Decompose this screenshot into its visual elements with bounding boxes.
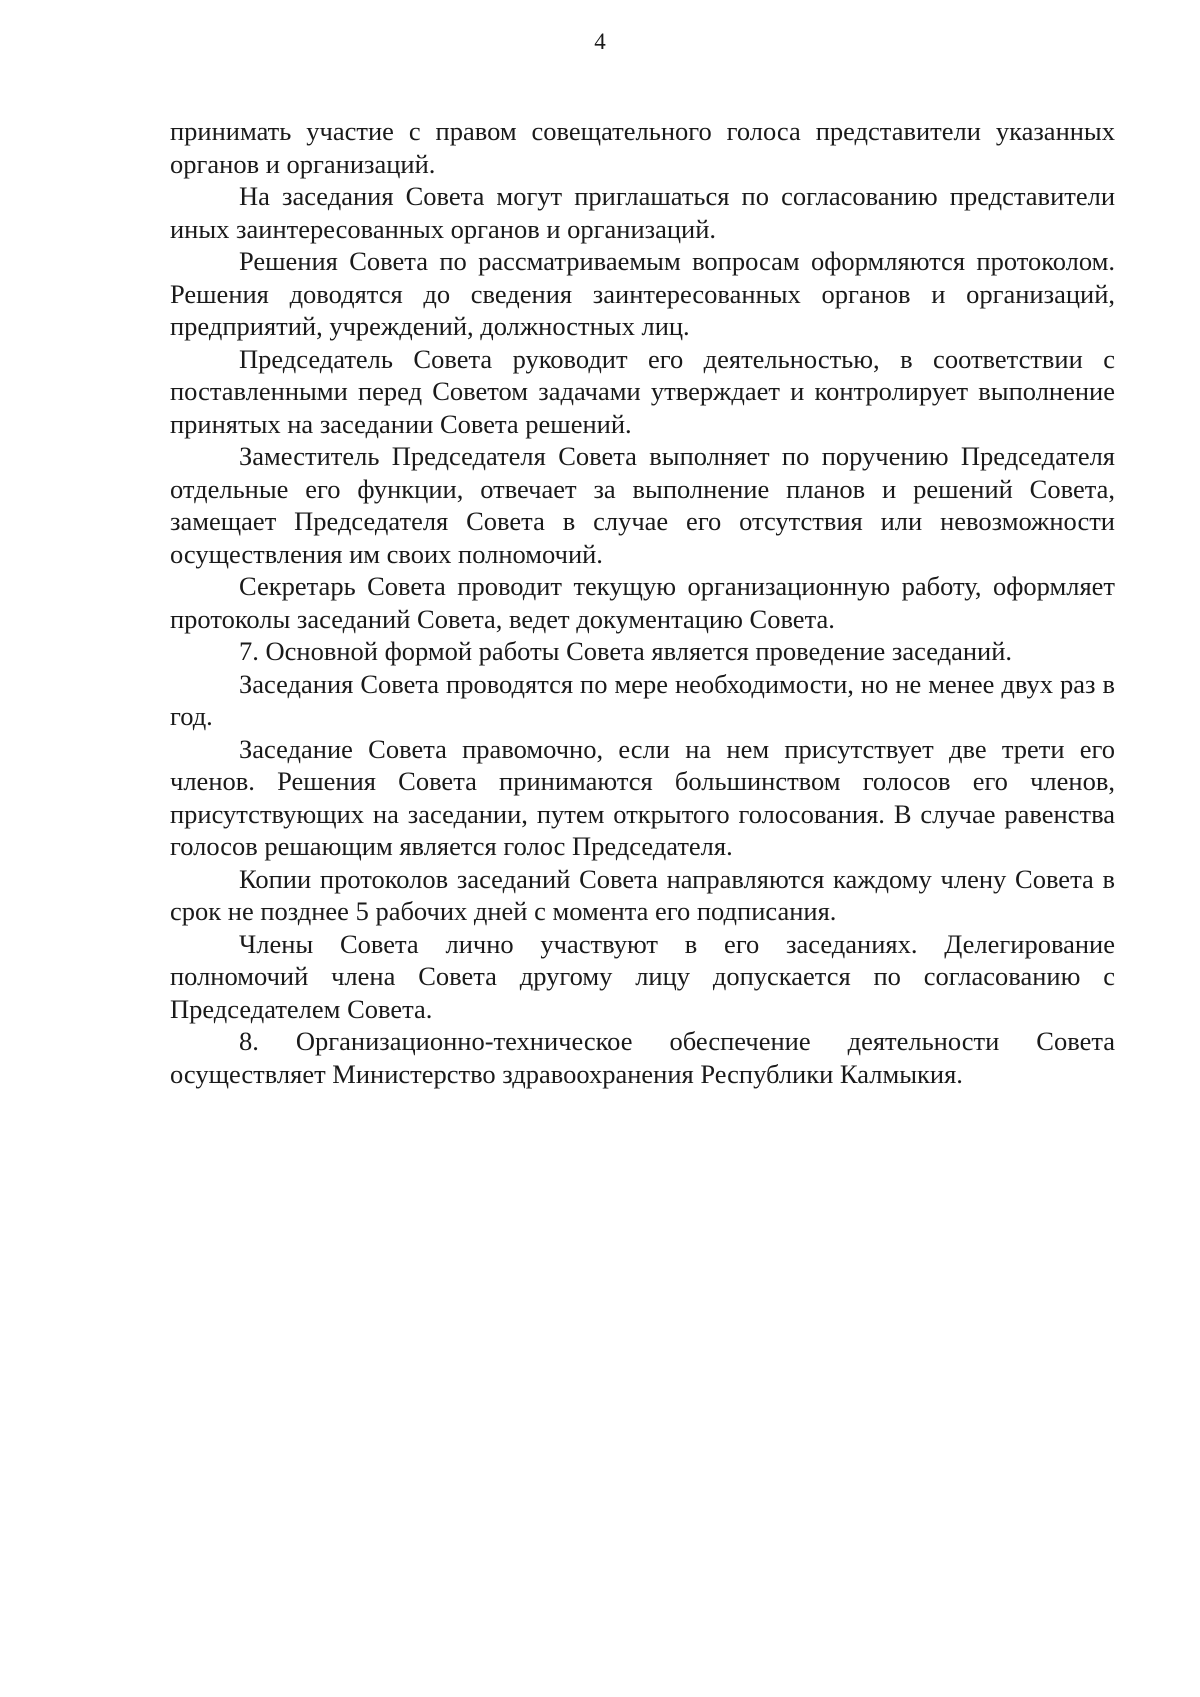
paragraph-item-7: 7. Основной формой работы Совета является проведение заседаний. bbox=[239, 636, 1013, 666]
paragraph-item-8: 8. Организационно-техническое обеспечение деятельности Совета осуществляет Министерство здравоохранения Республики Калмыкия. bbox=[170, 1026, 1115, 1089]
paragraph-council-decisions: Решения Совета по рассматриваемым вопросам оформляются протоколом. Решения доводятся до сведения заинтересованных органов и организаций, предприятий, учреждений, должностных лиц. bbox=[170, 246, 1115, 341]
paragraph-chairman: Председатель Совета руководит его деятельностью, в соответствии с поставленными перед Советом задачами утверждает и контролирует выполнение принятых на заседании Совета решений. bbox=[170, 343, 1115, 439]
document-body bbox=[170, 115, 1115, 1090]
paragraph-meeting-frequency: Заседания Совета проводятся по мере необходимости, но не менее двух раз в год. bbox=[170, 668, 1115, 731]
paragraph-invited-representatives: На заседания Совета могут приглашаться по согласованию представители иных заинтересованных органов и организаций. bbox=[170, 181, 1115, 244]
paragraph-minutes-copies: Копии протоколов заседаний Совета направляются каждому члену Совета в срок не позднее 5 рабочих дней с момента его подписания. bbox=[170, 863, 1115, 926]
paragraph-deputy-chairman: Заместитель Председателя Совета выполняет по поручению Председателя отдельные его функции, отвечает за выполнение планов и решений Совета, замещает Председателя Совета в случае его отсутствия или невозможности осуществления им своих полномочий. bbox=[170, 441, 1115, 569]
paragraph-delegation: Члены Совета лично участвуют в его заседаниях. Делегирование полномочий члена Совета другому лицу допускается по согласованию с Председателем Совета. bbox=[170, 928, 1115, 1024]
paragraph-quorum: Заседание Совета правомочно, если на нем присутствует две трети его членов. Решения Совета принимаются большинством голосов его членов, присутствующих на заседании, путем открытого голосования. В случае равенства голосов решающим является голос Председателя. bbox=[170, 733, 1115, 861]
page-number: 4 bbox=[594, 29, 606, 54]
paragraph-continuation: принимать участие с правом совещательного голоса представители указанных органов и организаций. bbox=[170, 116, 1115, 179]
paragraph-secretary: Секретарь Совета проводит текущую организационную работу, оформляет протоколы заседаний Совета, ведет документацию Совета. bbox=[170, 571, 1115, 634]
